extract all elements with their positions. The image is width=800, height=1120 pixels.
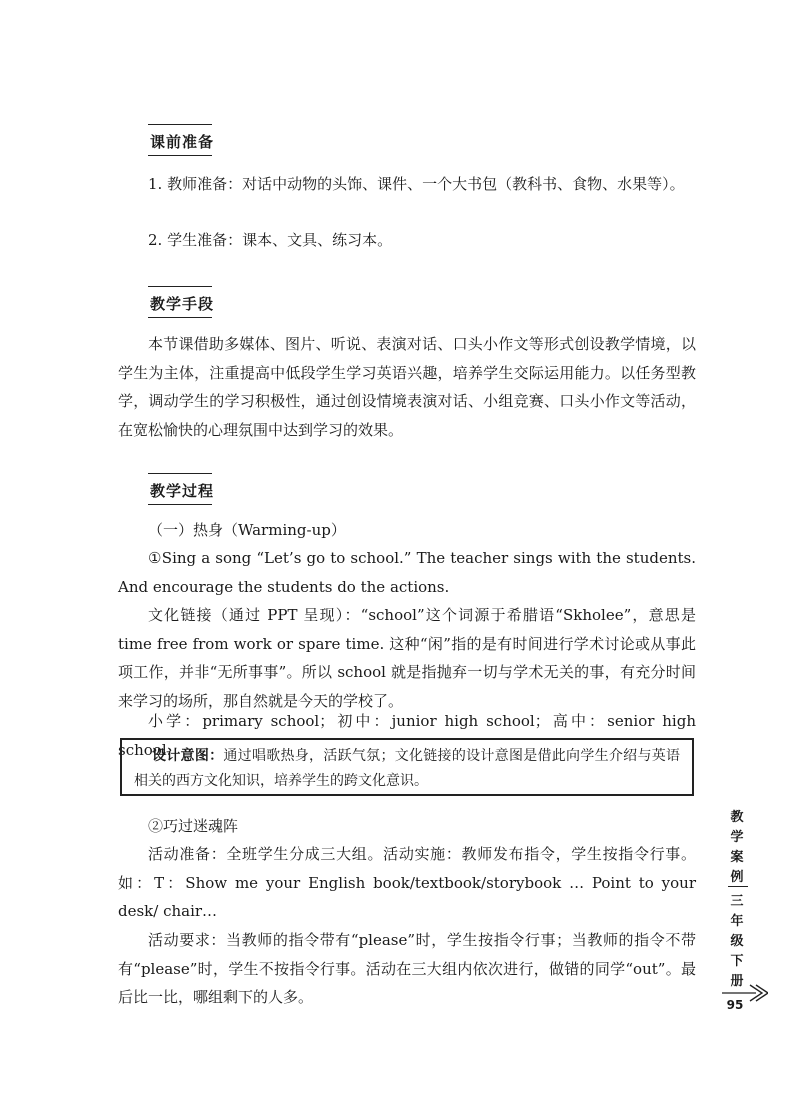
process-paragraph-song: ①Sing a song “Let’s go to school.” The teacher sings with the students. And encourage the students do the actions.	[118, 549, 696, 596]
design-intent-label: 设计意图：	[152, 748, 224, 764]
heading-rule-top	[148, 286, 212, 287]
sidebar-divider	[728, 886, 748, 887]
section-heading-process: 教学过程	[150, 482, 215, 500]
heading-rule-top	[148, 124, 212, 125]
process-paragraph-activity-prep: 活动准备：全班学生分成三大组。活动实施：教师发布指令，学生按指令行事。如：T：Show me your English book/textbook/storybook … Point to your desk/ chair…	[118, 845, 696, 920]
process-paragraph-school-terms: 小学：primary school；初中：junior high school；高中：senior high school.	[118, 712, 696, 759]
sidebar-char: 例	[730, 870, 744, 885]
heading-rule-bottom	[148, 504, 212, 505]
prep-paragraph-2: 2. 学生准备：课本、文具、练习本。	[148, 231, 393, 249]
page-number: 95	[726, 998, 744, 1012]
sidebar-char: 年	[730, 914, 744, 929]
section-heading-means: 教学手段	[150, 295, 215, 313]
sidebar-char: 级	[730, 934, 744, 949]
section-heading-prep: 课前准备	[150, 133, 215, 151]
design-intent-box	[120, 738, 694, 796]
heading-rule-bottom	[148, 317, 212, 318]
sidebar-book-type	[724, 808, 750, 888]
heading-rule-bottom	[148, 155, 212, 156]
sidebar-char: 下	[730, 954, 744, 969]
process-paragraph-culture-link: 文化链接（通过 PPT 呈现）：“school”这个词源于希腊语“Skholee”，意思是 time free from work or spare time. 这种“闲”指的是有时间进行学术讨论或从事此项工作，并非“无所事事”。所以 school 就是指抛弃一切与学术无关的事，有充分时间来学习的场所，那自然就是今天的学校了。	[118, 606, 696, 710]
means-paragraph: 本节课借助多媒体、图片、听说、表演对话、口头小作文等形式创设教学情境，以学生为主体，注重提高中低段学生学习英语兴趣，培养学生交际运用能力。以任务型教学，调动学生的学习积极性，通过创设情境表演对话、小组竞赛、口头小作文等活动，在宽松愉快的心理氛围中达到学习的效果。	[118, 335, 696, 439]
heading-rule-top	[148, 473, 212, 474]
sidebar-char: 教	[730, 810, 744, 825]
design-intent-text: 通过唱歌热身，活跃气氛；文化链接的设计意图是借此向学生介绍与英语相关的西方文化知识，培养学生的跨文化意识。	[134, 748, 680, 789]
sidebar-char: 册	[730, 974, 744, 989]
prep-paragraph-1: 1. 教师准备：对话中动物的头饰、课件、一个大书包（教科书、食物、水果等）。	[148, 175, 685, 193]
subheading-maze-game: ②巧过迷魂阵	[148, 817, 239, 835]
sidebar-char: 案	[730, 850, 744, 865]
sidebar-char: 三	[730, 894, 744, 909]
sidebar-grade	[724, 892, 750, 992]
subheading-warming-up: （一）热身（Warming-up）	[148, 521, 346, 539]
process-paragraph-activity-rules: 活动要求：当教师的指令带有“please”时，学生按指令行事；当教师的指令不带有“please”时，学生不按指令行事。活动在三大组内依次进行，做错的同学“out”。最后比一比，哪组剩下的人多。	[118, 931, 696, 1006]
sidebar-char: 学	[730, 830, 744, 845]
